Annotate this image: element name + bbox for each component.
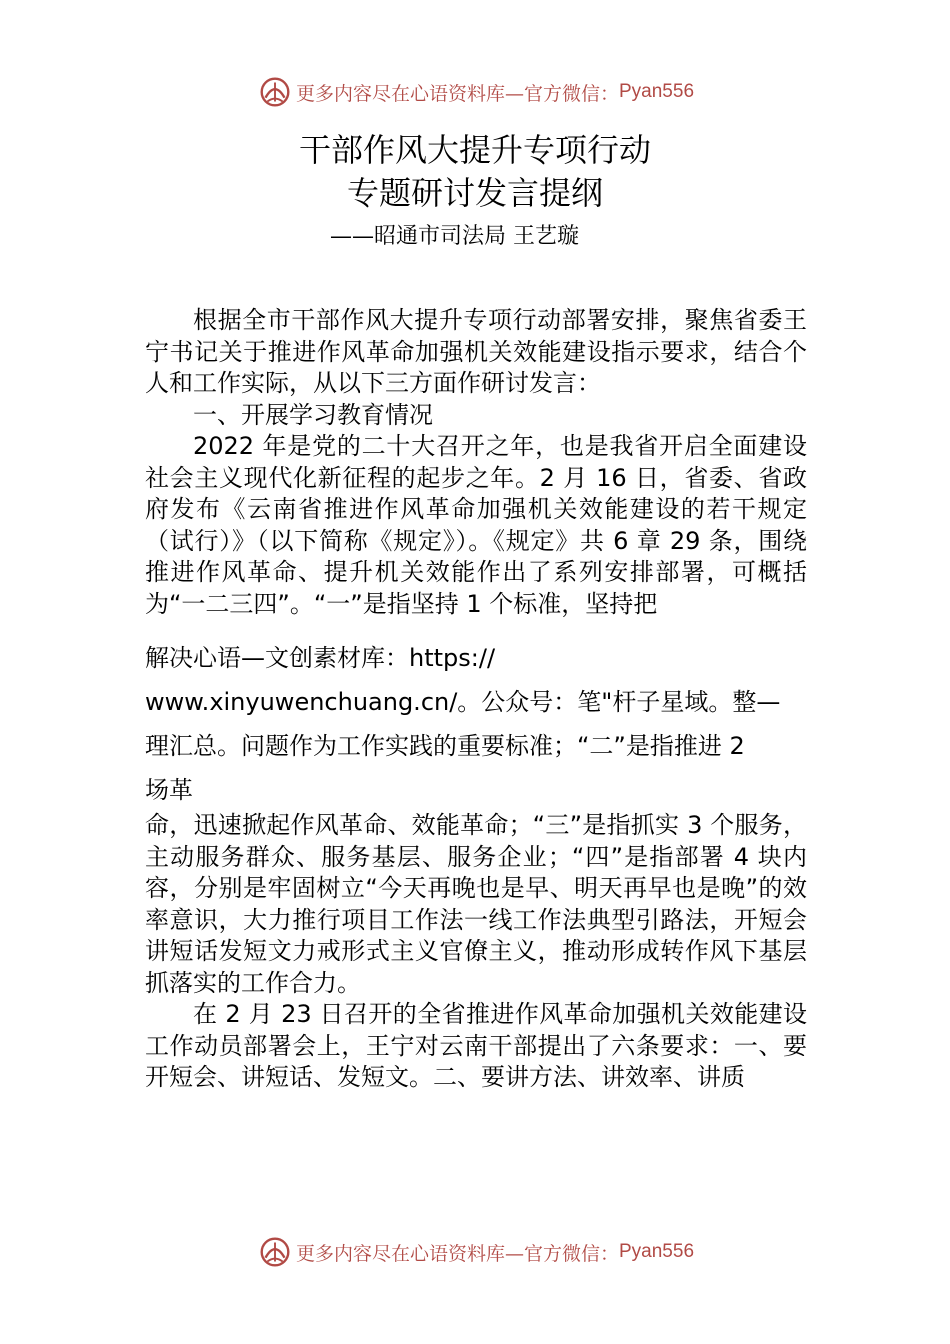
banner-text: 更多内容尽在心语资料库—官方微信： [295, 82, 619, 105]
header-banner [0, 72, 950, 112]
paragraph-intro: 根据全市干部作风大提升专项行动部署安排，聚焦省委王宁书记关于推进作风革命加强机关效能建设指示要求，结合个人和工作实际，从以下三方面作研讨发言： [145, 306, 807, 397]
document-author: ——昭通市司法局 王艺璇 [330, 224, 579, 249]
section-heading-1: 一、开展学习教育情况 [193, 400, 433, 429]
inserted-line-2: www.xinyuwenchuang.cn/。公众号：笔"杆子星域。整— [145, 688, 781, 716]
inserted-line-1: 解决心语—文创素材库：https:// [145, 644, 496, 672]
banner-handle: Pyan556 [619, 1241, 695, 1262]
inserted-line-3: 理汇总。问题作为工作实践的重要标准；“二”是指推进 2 [145, 732, 745, 760]
document-title-line1: 干部作风大提升专项行动 [298, 131, 651, 169]
book-logo-icon [256, 73, 294, 111]
body-section-1 [145, 305, 807, 620]
footer-banner [0, 1232, 950, 1272]
inserted-line-4: 场革 [145, 776, 193, 804]
banner-text: 更多内容尽在心语资料库—官方微信： [295, 1242, 619, 1265]
paragraph-2022: 2022 年是党的二十大召开之年，也是我省开启全面建设社会主义现代化新征程的起步之年。2 月 16 日，省委、省政府发布《云南省推进作风革命加强机关效能建设的若干规定（试行）》（以下简称《规定》）。《规定》共 6 章 29 条，围绕推进作风革命、提升机关效能作出了系列安排部署，可概括为“一二三四”。“一”是指坚持 1 个标准，坚持把 [145, 432, 807, 618]
body-section-2 [145, 810, 807, 1094]
document-title-line2: 专题研讨发言提纲 [346, 174, 603, 212]
paragraph-meeting: 在 2 月 23 日召开的全省推进作风革命加强机关效能建设工作动员部署会上，王宁对云南干部提出了六条要求：一、要开短会、讲短话、发短文。二、要讲方法、讲效率、讲质 [145, 1000, 807, 1091]
banner-handle: Pyan556 [619, 81, 695, 102]
paragraph-continued: 命，迅速掀起作风革命、效能革命；“三”是指抓实 3 个服务，主动服务群众、服务基层、服务企业；“四”是指部署 4 块内容，分别是牢固树立“今天再晚也是早、明天再早也是晚”的效率意识，大力推行项目工作法一线工作法典型引路法，开短会讲短话发短文力戒形式主义官僚主义，推动形成转作风下基层抓落实的工作合力。 [145, 811, 807, 997]
inserted-notice [145, 636, 807, 812]
book-logo-icon [256, 1233, 294, 1271]
